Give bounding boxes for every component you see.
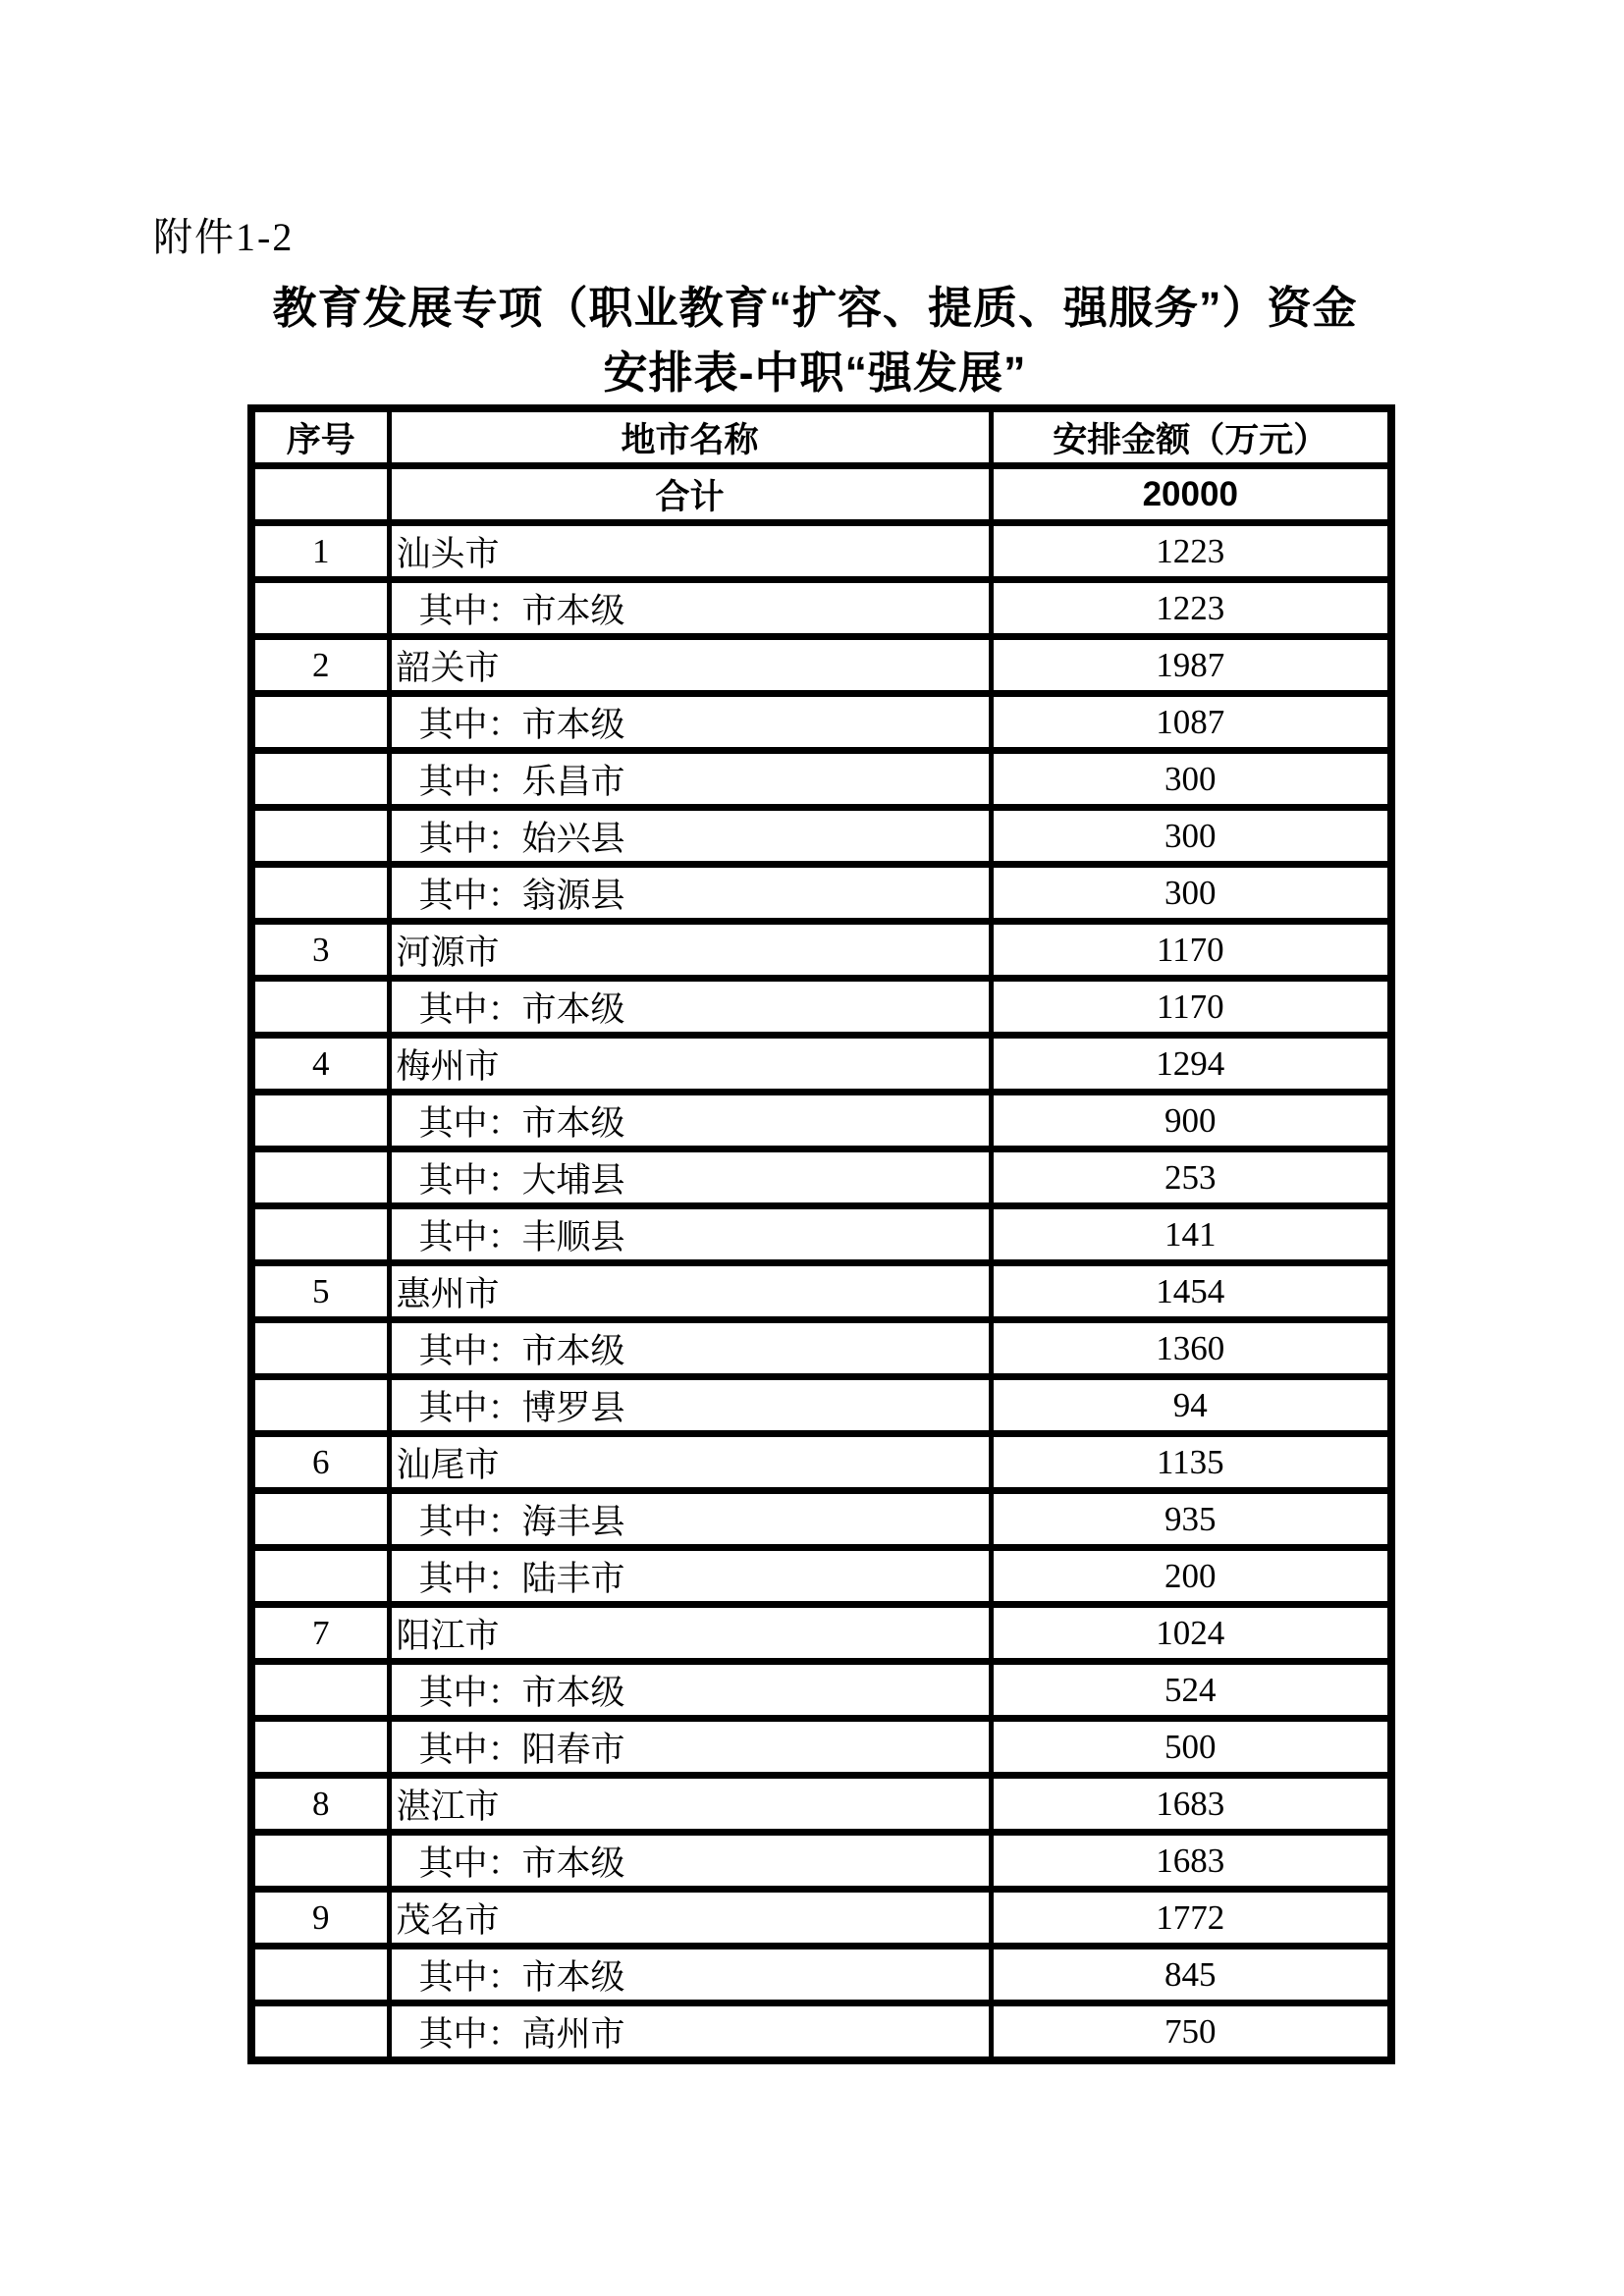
row-amount: 900 [991, 1093, 1391, 1149]
row-city-name: 其中：高州市 [389, 2003, 991, 2061]
document-title-line2: 安排表-中职“强发展” [603, 347, 1027, 398]
row-seq-no [251, 979, 389, 1036]
document-title-line1: 教育发展专项（职业教育“扩容、提质、强服务”）资金 [272, 283, 1358, 333]
table-row [251, 1263, 1391, 1320]
row-amount: 1170 [991, 922, 1391, 979]
row-amount: 1683 [991, 1776, 1391, 1833]
table-row [251, 1093, 1391, 1149]
row-amount: 1454 [991, 1263, 1391, 1320]
row-seq-no [251, 1149, 389, 1206]
row-seq-no [251, 1377, 389, 1434]
row-seq-no: 4 [251, 1036, 389, 1093]
row-seq-no: 7 [251, 1605, 389, 1662]
row-amount: 935 [991, 1491, 1391, 1548]
row-seq-no: 3 [251, 922, 389, 979]
row-seq-no [251, 2003, 389, 2061]
row-city-name: 惠州市 [389, 1263, 991, 1320]
row-city-name: 其中：大埔县 [389, 1149, 991, 1206]
row-amount: 1223 [991, 580, 1391, 637]
row-amount: 1223 [991, 523, 1391, 580]
table-row [251, 1776, 1391, 1833]
row-amount: 750 [991, 2003, 1391, 2061]
table-row [251, 523, 1391, 580]
row-amount: 500 [991, 1719, 1391, 1776]
row-city-name: 汕头市 [389, 523, 991, 580]
row-amount: 1294 [991, 1036, 1391, 1093]
row-seq-no: 5 [251, 1263, 389, 1320]
table-row [251, 1947, 1391, 2003]
row-amount: 20000 [991, 466, 1391, 523]
row-amount: 1683 [991, 1833, 1391, 1890]
table-row [251, 865, 1391, 922]
row-city-name: 其中：市本级 [389, 979, 991, 1036]
row-city-name: 其中：市本级 [389, 694, 991, 751]
table-row [251, 1662, 1391, 1719]
row-city-name: 河源市 [389, 922, 991, 979]
row-seq-no [251, 1719, 389, 1776]
row-seq-no [251, 466, 389, 523]
row-city-name: 其中：市本级 [389, 580, 991, 637]
row-amount: 253 [991, 1149, 1391, 1206]
row-seq-no: 8 [251, 1776, 389, 1833]
table-row [251, 2003, 1391, 2061]
row-amount: 94 [991, 1377, 1391, 1434]
table-row [251, 1605, 1391, 1662]
table-row [251, 1149, 1391, 1206]
table-row [251, 637, 1391, 694]
row-amount: 300 [991, 751, 1391, 808]
row-seq-no [251, 751, 389, 808]
row-seq-no [251, 1947, 389, 2003]
table-row [251, 1377, 1391, 1434]
row-city-name: 其中：市本级 [389, 1662, 991, 1719]
row-seq-no [251, 808, 389, 865]
row-amount: 300 [991, 865, 1391, 922]
row-city-name: 阳江市 [389, 1605, 991, 1662]
row-amount: 845 [991, 1947, 1391, 2003]
table-row [251, 922, 1391, 979]
row-city-name: 其中：始兴县 [389, 808, 991, 865]
row-city-name: 汕尾市 [389, 1434, 991, 1491]
row-seq-no [251, 580, 389, 637]
row-seq-no: 2 [251, 637, 389, 694]
row-city-name: 其中：乐昌市 [389, 751, 991, 808]
row-city-name: 茂名市 [389, 1890, 991, 1947]
row-city-name: 其中：博罗县 [389, 1377, 991, 1434]
row-amount: 200 [991, 1548, 1391, 1605]
row-seq-no [251, 1833, 389, 1890]
table-row [251, 1719, 1391, 1776]
row-city-name: 其中：市本级 [389, 1947, 991, 2003]
row-seq-no [251, 1491, 389, 1548]
row-city-name: 湛江市 [389, 1776, 991, 1833]
table-row [251, 694, 1391, 751]
row-seq-no: 6 [251, 1434, 389, 1491]
row-city-name: 合计 [389, 466, 991, 523]
row-city-name: 其中：翁源县 [389, 865, 991, 922]
row-city-name: 其中：市本级 [389, 1093, 991, 1149]
row-city-name: 其中：海丰县 [389, 1491, 991, 1548]
row-seq-no: 9 [251, 1890, 389, 1947]
row-amount: 1772 [991, 1890, 1391, 1947]
row-seq-no [251, 865, 389, 922]
table-row [251, 1206, 1391, 1263]
table-row [251, 580, 1391, 637]
attachment-label: 附件1-2 [153, 215, 295, 259]
table-header-row [251, 408, 1391, 466]
header-amount: 安排金额（万元） [991, 408, 1391, 466]
table-row [251, 979, 1391, 1036]
header-city-name: 地市名称 [389, 408, 991, 466]
table-row [251, 808, 1391, 865]
row-amount: 1135 [991, 1434, 1391, 1491]
table-row [251, 751, 1391, 808]
table-body [251, 466, 1391, 2061]
row-seq-no: 1 [251, 523, 389, 580]
row-amount: 1360 [991, 1320, 1391, 1377]
row-city-name: 其中：丰顺县 [389, 1206, 991, 1263]
table-row [251, 1320, 1391, 1377]
row-seq-no [251, 1548, 389, 1605]
row-city-name: 其中：陆丰市 [389, 1548, 991, 1605]
row-city-name: 其中：阳春市 [389, 1719, 991, 1776]
table-row [251, 1833, 1391, 1890]
row-seq-no [251, 1093, 389, 1149]
table-row [251, 466, 1391, 523]
row-city-name: 梅州市 [389, 1036, 991, 1093]
row-amount: 1170 [991, 979, 1391, 1036]
table-row [251, 1434, 1391, 1491]
table-row [251, 1548, 1391, 1605]
row-city-name: 其中：市本级 [389, 1833, 991, 1890]
table-row [251, 1890, 1391, 1947]
fund-allocation-table [247, 404, 1395, 2064]
row-amount: 141 [991, 1206, 1391, 1263]
row-seq-no [251, 1206, 389, 1263]
table-row [251, 1491, 1391, 1548]
row-seq-no [251, 694, 389, 751]
row-amount: 1024 [991, 1605, 1391, 1662]
header-seq-no: 序号 [251, 408, 389, 466]
row-amount: 524 [991, 1662, 1391, 1719]
document-title [196, 276, 1434, 405]
row-seq-no [251, 1320, 389, 1377]
row-amount: 300 [991, 808, 1391, 865]
row-city-name: 韶关市 [389, 637, 991, 694]
table-row [251, 1036, 1391, 1093]
row-amount: 1087 [991, 694, 1391, 751]
row-amount: 1987 [991, 637, 1391, 694]
row-city-name: 其中：市本级 [389, 1320, 991, 1377]
row-seq-no [251, 1662, 389, 1719]
